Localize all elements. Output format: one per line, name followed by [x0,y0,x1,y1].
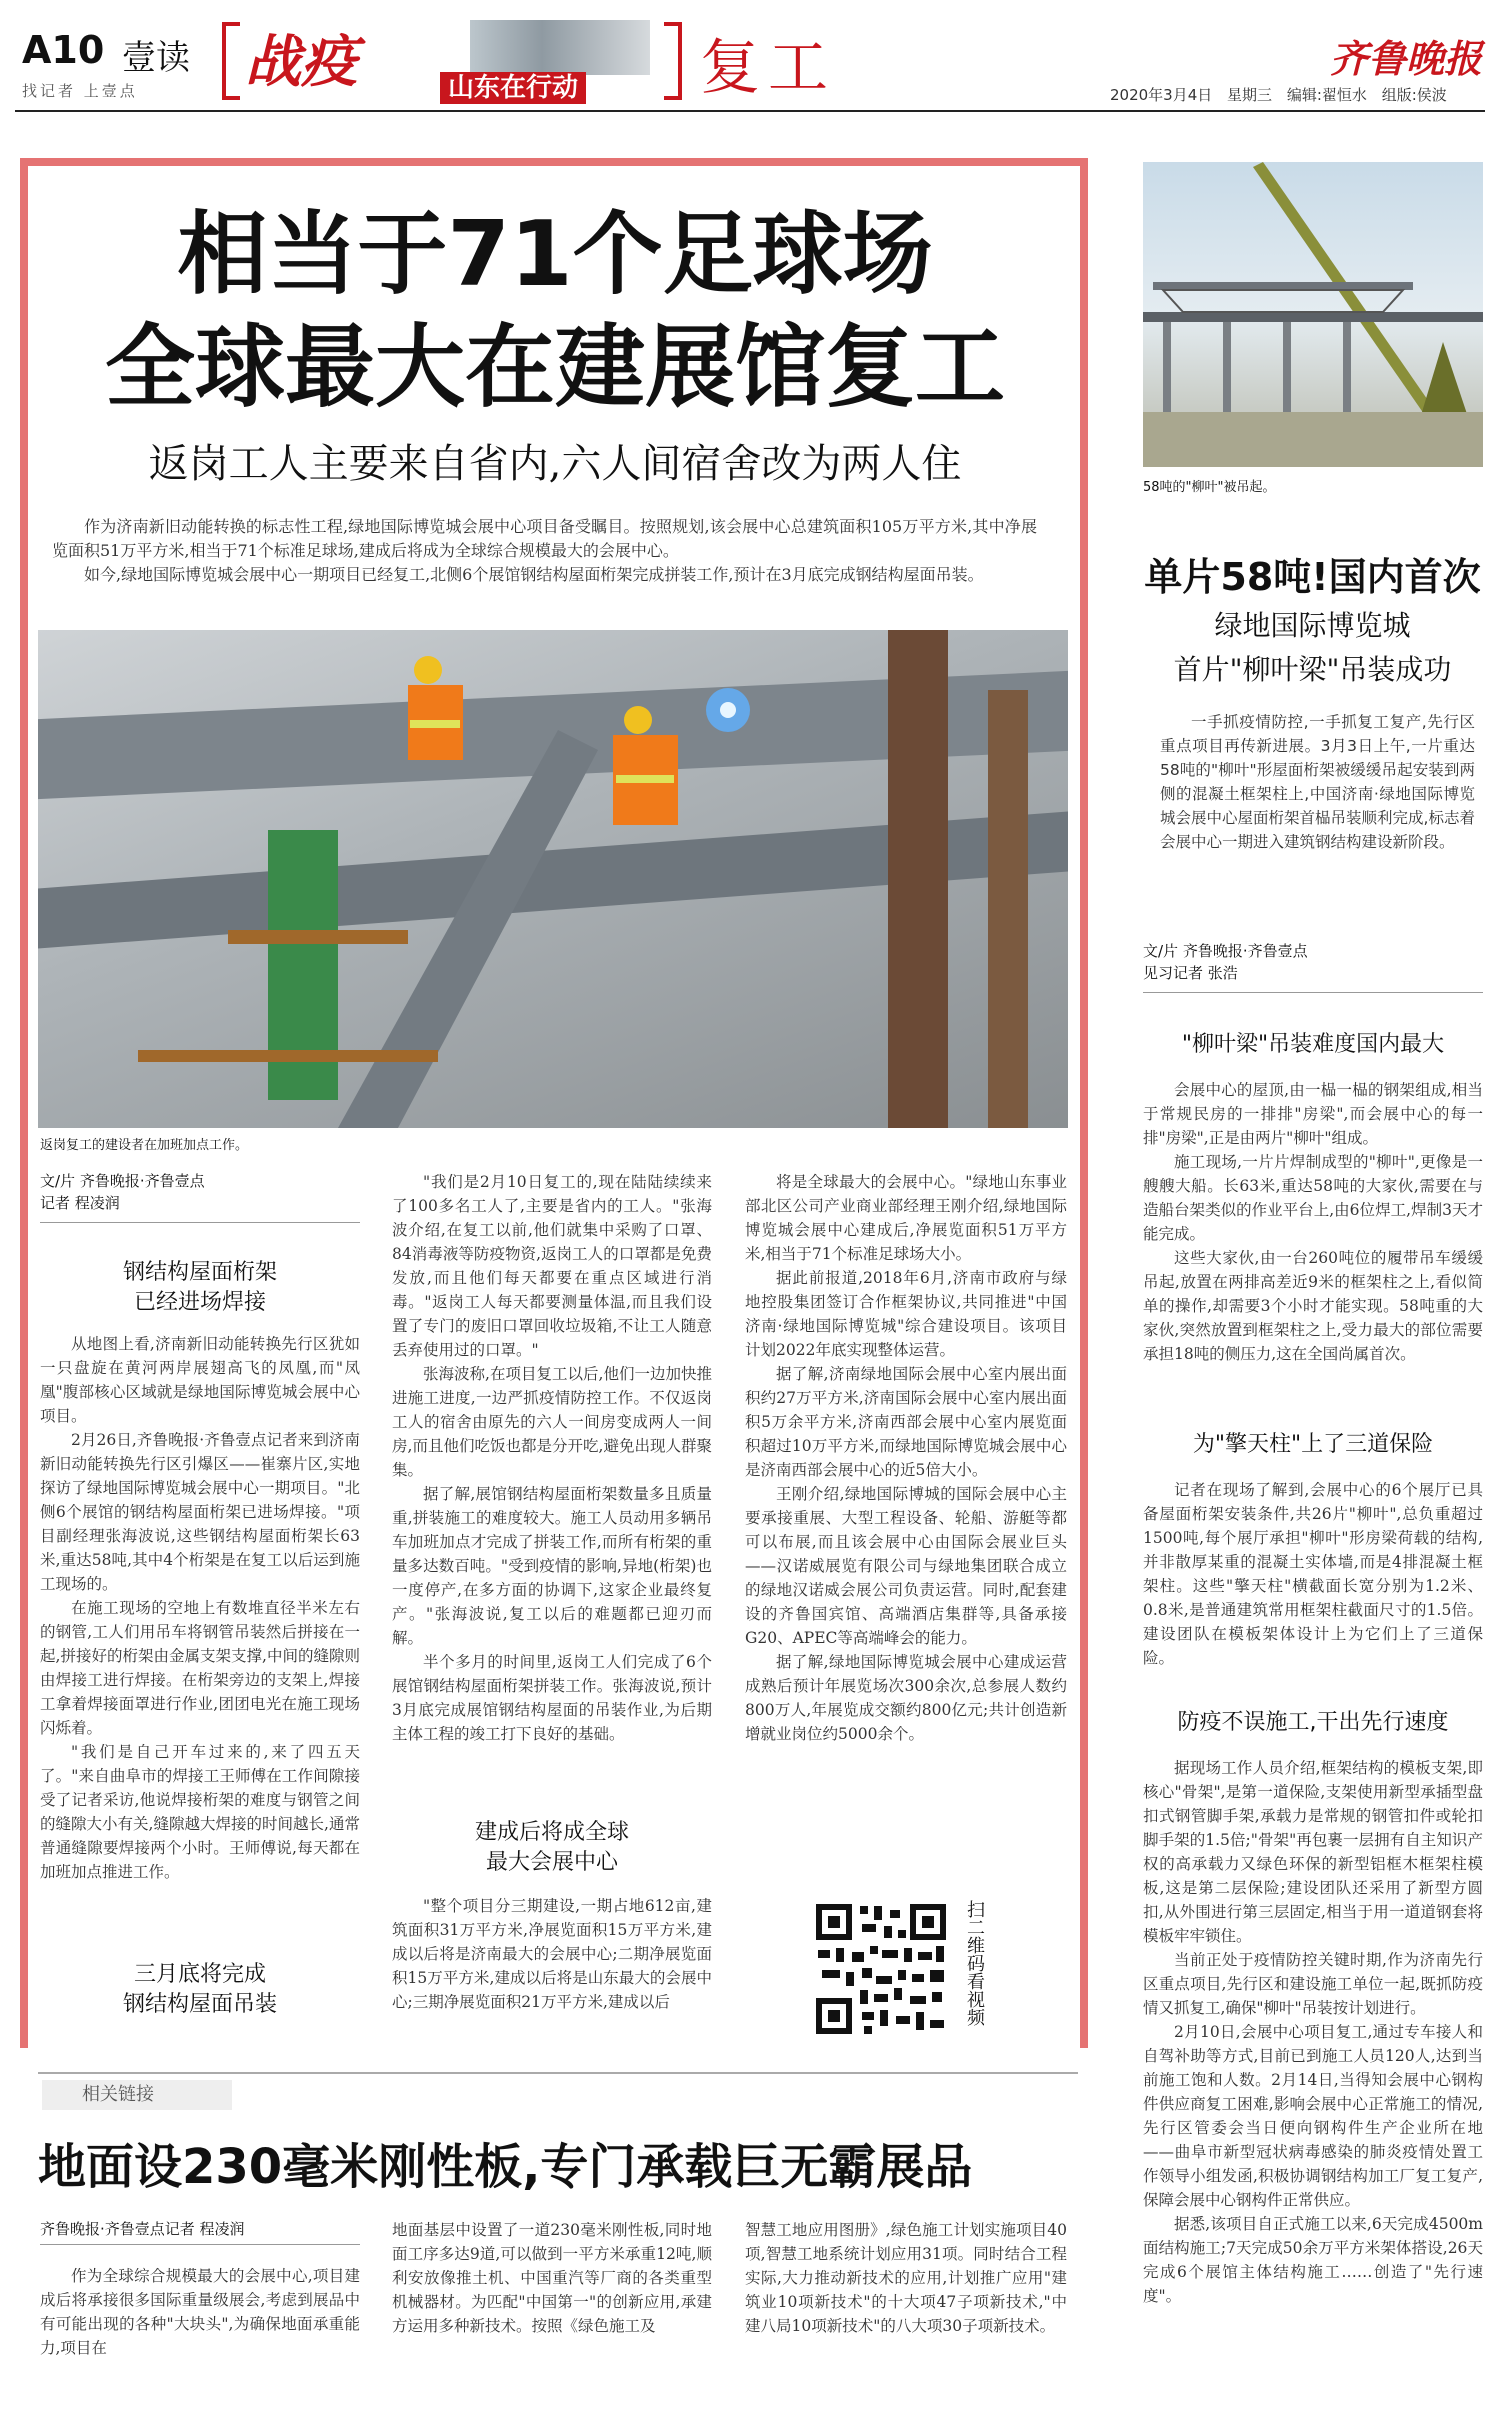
banner-photo [470,20,650,75]
main-title-line1: 相当于71个足球场 [177,202,933,307]
col3-paragraph: 据了解,济南绿地国际会展中心室内展出面积约27万平方米,济南国际会展中心室内展出面积5万余平方米,济南西部会展中心室内展览面积超过10万平方米,而绿地国际博览城会展中心是济南西部会展中心的近5倍大小。 [745,1365,1067,1479]
right-photo-caption: 58吨的"柳叶"被吊起。 [1143,480,1276,495]
col3-paragraph: 将是全球最大的会展中心。"绿地山东事业部北区公司产业商业部经理王刚介绍,绿地国际博览城会展中心建成后,净展览面积51万平方米,相当于71个标准足球场大小。 [745,1173,1067,1263]
right-paragraph: 记者在现场了解到,会展中心的6个展厅已具备屋面桁架安装条件,共26片"柳叶",总负重超过1500吨,每个展厅承担"柳叶"形房梁荷载的结构,并非散厚某重的混凝土实体墙,而是4排混凝土框架柱。这些"擎天柱"横截面长宽分别为1.2米、0.8米,是普通建筑常用框架柱截面尺寸的1.5倍。建设团队在模板架体设计上为它们上了三道保险。 [1143,1481,1483,1667]
issue-editor: 编辑:翟恒水 [1286,86,1367,104]
right-credit [1143,940,1483,984]
col1-body [40,1332,360,1944]
right-subtitle-1: 绿地国际博览城 [1214,609,1411,642]
col3-paragraph: 据此前报道,2018年6月,济南市政府与绿地控股集团签订合作框架协议,共同推进"中国济南·绿地国际博览城"综合建设项目。该项目计划2022年底实现整体运营。 [745,1269,1067,1359]
page-number: A10 [22,28,105,72]
main-title-line2: 全球最大在建展馆复工 [105,315,1005,420]
right-body-2 [1143,1478,1483,1718]
col2-subhead [392,1818,712,1878]
issue-date: 2020年3月4日 [1110,86,1213,104]
related-paragraph: 作为全球综合规模最大的会展中心,项目建成后将承接很多国际重量级展会,考虑到展品中有可能出现的各种"大块头",为确保地面承重能力,项目在 [40,2267,360,2357]
col2-paragraph: 半个多月的时间里,返岗工人们完成了6个展馆钢结构屋面桁架拼装工作。张海波说,预计3月底完成展馆钢结构屋面的吊装作业,为后期主体工程的竣工打下良好的基础。 [392,1653,712,1743]
col2-subhead-line: 建成后将成全球 [474,1820,629,1845]
main-credit-line1: 文/片 齐鲁晚报·齐鲁壹点 [40,1172,205,1190]
right-paragraph: 据现场工作人员介绍,框架结构的模板支架,即核心"骨架",是第一道保险,支架使用新型承插型盘扣式钢管脚手架,承载力是常规的钢管扣件或轮扣脚手架的1.5倍;"骨架"再包裹一层拥有自主知识产权的高承载力又绿色环保的新型铝框木框架柱模板,这是第二层保险;建设团队还采用了新型方圆扣,从外围进行第三层固定,相当于用一道道钢套将模板牢牢锁住。 [1143,1759,1483,1945]
col2-body-2 [392,1894,712,2038]
header-rule [15,110,1485,112]
right-paragraph: 会展中心的屋顶,由一榀一榀的钢架组成,相当于常规民房的一排排"房梁",而会展中心的每一排"房梁",正是由两片"柳叶"组成。 [1143,1081,1483,1147]
right-credit-line1: 文/片 齐鲁晚报·齐鲁壹点 [1143,942,1308,960]
related-col2 [392,2218,712,2408]
right-credit-line2: 见习记者 张浩 [1143,964,1238,982]
col1-subhead-1-line: 钢结构屋面桁架 [122,1260,277,1285]
related-credit-rule [40,2244,360,2245]
right-paragraph: 当前正处于疫情防控关键时期,作为济南先行区重点项目,先行区和建设施工单位一起,既抓防疫情又抓复工,确保"柳叶"吊装按计划进行。 [1143,1951,1483,2017]
related-paragraph: 地面基层中设置了一道230毫米刚性板,同时地面工序多达9道,可以做到一平方米承重12吨,顺利安放像推土机、中国重汽等厂商的各类重型机械器材。为匹配"中国第一"的创新应用,承建方运用多种新技术。按照《绿色施工及 [392,2221,712,2335]
related-paragraph: 智慧工地应用图册》,绿色施工计划实施项目40项,智慧工地系统计划应用31项。同时结合工程实际,大力推动新技术的应用,计划推广应用"建筑业10项新技术"的十大项47子项新技术,"中建八局10项新技术"的八大项30子项新技术。 [745,2221,1067,2335]
right-paragraph: 施工现场,一片片焊制成型的"柳叶",更像是一艘艘大船。长63米,重达58吨的大家伙,需要在与造船台架类似的作业平台上,由6位焊工,焊制3天才能完成。 [1143,1153,1483,1243]
main-subtitle: 返岗工人主要来自省内,六人间宿舍改为两人住 [148,441,962,487]
col2-body [392,1170,712,1796]
related-credit: 齐鲁晚报·齐鲁壹点记者 程凌润 [40,2220,245,2238]
right-headline: 单片58吨!国内首次 [1144,555,1481,599]
lead-paragraph: 作为济南新旧动能转换的标志性工程,绿地国际博览城会展中心项目备受瞩目。按照规划,该会展中心总建筑面积105万平方米,其中净展览面积51万平方米,相当于71个标准足球场,建成后将成为全球综合规模最大的会展中心。 [52,517,1037,560]
col1-paragraph: "我们是自己开车过来的,来了四五天了。"来自曲阜市的焊接工王师傅在工作间隙接受了记者采访,他说焊接桁架的难度与钢管之间的缝隙大小有关,缝隙越大焊接的时间越长,通常普通缝隙要焊接两个小时。王师傅说,每天都在加班加点推进工作。 [40,1743,360,1881]
issue-info [1110,84,1447,105]
construction-workers-photo [38,630,1068,1128]
qr-label: 扫二维码看视频 [964,1900,985,2026]
col2-paragraph: "我们是2月10日复工的,现在陆陆续续来了100多名工人了,主要是省内的工人。"张海波介绍,在复工以前,他们就集中采购了口罩、84消毒液等防疫物资,返岗工人的口罩都是免费发放,而且他们每天都要在重点区域进行消毒。"返岗工人每天都要测量体温,而且我们设置了专门的废旧口罩回收垃圾箱,不让工人随意丢弃使用过的口罩。" [392,1173,712,1359]
col2-subhead-line: 最大会展中心 [485,1850,618,1875]
col1-paragraph: 在施工现场的空地上有数堆直径半米左右的钢管,工人们用吊车将钢管吊装然后拼接在一起,拼接好的桁架由金属支架支撑,中间的缝隙则由焊接工进行焊接。在桁架旁边的支架上,焊接工拿着焊接面罩进行作业,团团电光在施工现场闪烁着。 [40,1599,360,1737]
col1-subhead-1-line: 已经进场焊接 [133,1290,266,1315]
newspaper-logo: 齐鲁晚报 [1330,36,1483,81]
issue-layout: 组版:侯波 [1381,86,1447,104]
col1-paragraph: 从地图上看,济南新旧动能转换先行区犹如一只盘旋在黄河两岸展翅高飞的凤凰,而"凤凰"腹部核心区域就是绿地国际博览城会展中心项目。 [40,1335,360,1425]
main-credit [40,1170,360,1214]
right-credit-rule [1143,992,1483,993]
section-name: 壹读 [122,38,190,78]
col3-paragraph: 王刚介绍,绿地国际博城的国际会展中心主要承接重展、大型工程设备、轮船、游艇等都可以布展,而且该会展中心由国际会展业巨头——汉诺威展览有限公司与绿地集团联合成立的绿地汉诺威会展公司负责运营。同时,配套建设的齐鲁国宾馆、高端酒店集群等,具备承接G20、APEC等高端峰会的能力。 [745,1485,1067,1647]
right-body-1 [1143,1078,1483,1416]
issue-weekday: 星期三 [1227,86,1273,104]
banner-subtitle: 山东在行动 [440,72,586,104]
right-body-3 [1143,1756,1483,2396]
main-frame-top [20,158,1088,166]
lead-text [52,515,1037,587]
right-subhead-3: 防疫不误施工,干出先行速度 [1177,1710,1449,1735]
credit-rule [40,1222,360,1223]
right-lead [1160,710,1475,854]
related-tag: 相关链接 [42,2080,232,2110]
qr-code-icon [812,1900,950,2038]
related-title: 地面设230毫米刚性板,专门承载巨无霸展品 [38,2139,973,2195]
col2-paragraph: 据了解,展馆钢结构屋面桁架数量多且质量重,拼装施工的难度较大。施工人员动用多辆吊车加班加点才完成了拼装工作,而所有桁架的重量多达数百吨。"受到疫情的影响,异地(桁架)也一度停产,在多方面的协调下,这家企业最终复产。"张海波说,复工以后的难题都已迎刃而解。 [392,1485,712,1647]
main-frame-right [1080,158,1088,2048]
col3-paragraph: 据了解,绿地国际博览城会展中心建成运营成熟后预计年展览场次300余次,总参展人数约800万人,年展览成交额约800亿元;共计创造新增就业岗位约5000余个。 [745,1653,1067,1743]
col2-paragraph: 张海波称,在项目复工以后,他们一边加快推进施工进度,一边严抓疫情防控工作。不仅返岗工人的宿舍由原先的六人一间房变成两人一间房,而且他们吃饭也都是分开吃,避免出现人群聚集。 [392,1365,712,1479]
section-slogan: 找记者 上壹点 [22,82,138,100]
right-subhead-2: 为"擎天柱"上了三道保险 [1192,1432,1434,1457]
qr-code[interactable] [812,1900,950,2038]
banner-title: 战疫 [245,30,357,95]
col2-paragraph: "整个项目分三期建设,一期占地612亩,建筑面积31万平方米,净展览面积15万平方米,建成以后将是济南最大的会展中心;二期净展览面积15万平方米,建成以后将是山东最大的会展中心;三期净展览面积21万平方米,建成以后 [392,1897,712,2011]
related-col1 [40,2264,360,2408]
col1-subhead-2-line: 三月底将完成 [133,1962,266,1987]
right-subhead-1: "柳叶梁"吊装难度国内最大 [1181,1032,1445,1057]
topic-label: 复工 [700,33,836,103]
related-box-top [38,2072,1078,2074]
crane-illustration [1143,162,1483,467]
main-photo-caption: 返岗复工的建设者在加班加点工作。 [40,1138,249,1153]
col1-subhead-2 [40,1960,360,2020]
right-lead-paragraph: 一手抓疫情防控,一手抓复工复产,先行区重点项目再传新进展。3月3日上午,一片重达58吨的"柳叶"形屋面桁架被缓缓吊起安装到两侧的混凝土框架柱上,中国济南·绿地国际博览城会展中心屋面桁架首榀吊装顺利完成,标志着会展中心一期进入建筑钢结构建设新阶段。 [1160,713,1475,851]
related-col3 [745,2218,1067,2408]
main-frame-left [20,158,28,2048]
right-paragraph: 这些大家伙,由一台260吨位的履带吊车缓缓吊起,放置在两排高差近9米的框架柱之上,看似简单的操作,却需要3个小时才能实现。58吨重的大家伙,突然放置到框架柱之上,受力最大的部位需要承担18吨的侧压力,这在全国尚属首次。 [1143,1249,1483,1363]
main-credit-line2: 记者 程凌润 [40,1194,120,1212]
topic-bracket-right [664,22,682,100]
right-paragraph: 据悉,该项目自正式施工以来,6天完成4500m面结构施工;7天完成50余万平方米架体搭设,26天完成6个展馆主体结构施工……创造了"先行速度"。 [1143,2215,1483,2305]
crane-lifting-truss-photo [1143,162,1483,467]
lead-paragraph: 如今,绿地国际博览城会展中心一期项目已经复工,北侧6个展馆钢结构屋面桁架完成拼装工作,预计在3月底完成钢结构屋面吊装。 [84,565,984,584]
col1-subhead-1 [40,1258,360,1318]
photo-illustration [38,630,1068,1128]
right-paragraph: 2月10日,会展中心项目复工,通过专车接人和自驾补助等方式,目前已到施工人员120人,达到当前施工饱和人数。2月14日,当得知会展中心钢构件供应商复工困难,影响会展中心正常施工的情况,先行区管委会当日便向钢构件生产企业所在地——曲阜市新型冠状病毒感染的肺炎疫情处置工作领导小组发函,积极协调钢结构加工厂复工复产,保障会展中心钢构件正常供应。 [1143,2023,1483,2209]
col1-subhead-2-line: 钢结构屋面吊装 [122,1992,277,2017]
col3-body [745,1170,1067,1870]
col1-paragraph: 2月26日,齐鲁晚报·齐鲁壹点记者来到济南新旧动能转换先行区引爆区——崔寨片区,实地探访了绿地国际博览城会展中心一期项目。"北侧6个展馆的钢结构屋面桁架已进场焊接。"项目副经理张海波说,这些钢结构屋面桁架长63米,重达58吨,其中4个桁架是在复工以后运到施工现场的。 [40,1431,360,1593]
topic-bracket-left [222,22,240,100]
right-subtitle-2: 首片"柳叶梁"吊装成功 [1173,653,1452,686]
